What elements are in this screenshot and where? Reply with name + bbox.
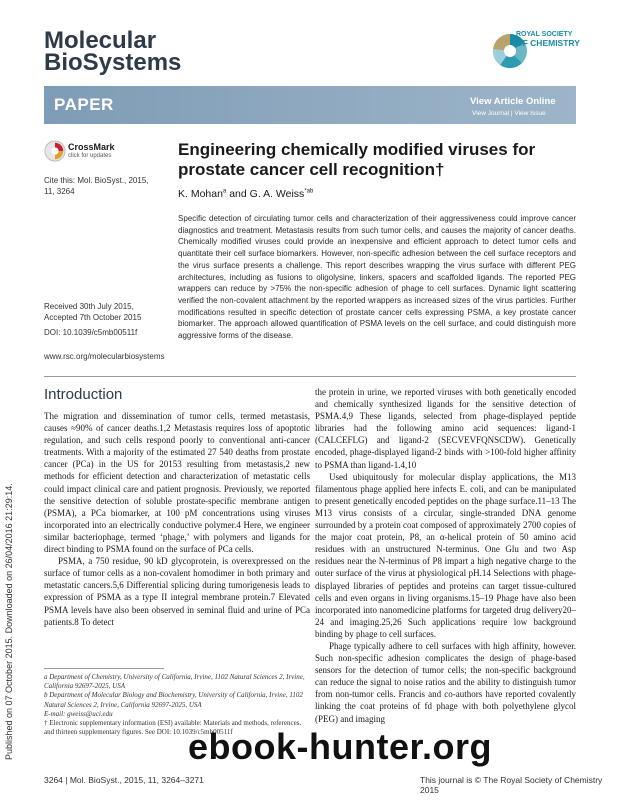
view-journal-issue-links[interactable]: View Journal | View Issue bbox=[472, 110, 546, 117]
author-mohan: K. Mohan bbox=[178, 188, 223, 200]
page-footer-left: 3264 | Mol. BioSyst., 2015, 11, 3264–3271 bbox=[44, 775, 204, 785]
crossmark-title[interactable]: CrossMark bbox=[68, 142, 115, 152]
article-type-label: PAPER bbox=[54, 95, 114, 114]
journal-title-line2: BioSystems bbox=[44, 49, 182, 76]
crossmark-icon[interactable] bbox=[44, 140, 66, 162]
footnote-affiliation-b: b Department of Molecular Biology and Biochemistry, University of California, Irvine, 1102 Natural Sciences 2, Irvine, California 92697-2025, USA bbox=[44, 691, 303, 709]
watermark-overlay: ebook-hunter.org bbox=[188, 726, 492, 767]
accepted-line: Accepted 7th October 2015 bbox=[44, 312, 142, 322]
doi[interactable]: DOI: 10.1039/c5mb00511f bbox=[44, 328, 138, 337]
journal-title-line1: Molecular bbox=[44, 27, 157, 54]
publisher-name-line2: OF CHEMISTRY bbox=[516, 38, 580, 48]
author-weiss-affiliation: *ab bbox=[304, 188, 314, 195]
page-footer-right: This journal is © The Royal Society of Chemistry 2015 bbox=[420, 775, 603, 795]
publisher-name bbox=[516, 30, 580, 48]
crossmark-subtitle: click for updates bbox=[68, 153, 112, 159]
citation-line2: 11, 3264 bbox=[44, 186, 75, 196]
intro-paragraph-3: the protein in urine, we reported viruses with both genetically encoded and chemically synthesized ligands for the sensitive detection of PSMA.4,9 These ligands, selected from phage-displayed peptide libraries had the following amino acid sequences: ligand-1 (CALCEFLG) and ligand-2 (SECVEVFQNSCDW). Genetically encoded, phage-displayed ligand-2 binds with >100-fold higher affinity to PSMA than ligand-1.4,10 bbox=[315, 387, 576, 470]
author-list bbox=[178, 188, 313, 200]
view-article-online-link[interactable]: View Article Online bbox=[470, 96, 556, 107]
citation-line1: Cite this: Mol. BioSyst., 2015, bbox=[44, 176, 149, 185]
footnote-email: E-mail: gweiss@uci.edu bbox=[44, 709, 113, 718]
footnote-affiliation-a: a Department of Chemistry, University of California, Irvine, 1102 Natural Sciences 2, Irvine, California 92697-2025, USA bbox=[44, 673, 305, 691]
publisher-name-line1: ROYAL SOCIETY bbox=[516, 31, 573, 38]
received-dates bbox=[44, 302, 164, 323]
author-weiss: G. A. Weiss bbox=[249, 188, 305, 200]
abstract: Specific detection of circulating tumor cells and characterization of their aggressiveness could improve cancer diagnostics and treatment. Metastasis results from such tumor cells, and causes the majority of cancer deaths. Chemically modified viruses could provide an inexpensive and efficient approach to detect tumor cells and quantitate their cell surface biomarkers. However, non-specific adhesion between the cell surface receptors and the virus surface presents a challenge. This report describes wrapping the virus surface with different PEG architectures, including as fusions to oligolysine, linkers, spacers and scaffolded ligands. The reported PEG wrappers can reduce by >75% the non-specific adhesion of phage to cell surfaces. Dynamic light scattering verified the non-covalent attachment by the reported wrappers as increased sizes of the virus particles. Further modifications resulted in specific detection of prostate cancer cells expressing PSMA, a key prostate cancer biomarker. The approach allowed quantification of PSMA levels on the cell surface, and could distinguish more aggressive forms of the disease. bbox=[178, 214, 576, 341]
intro-paragraph-1: The migration and dissemination of tumor cells, termed metastasis, causes ≈90% of cancer deaths.1,2 Metastasis requires loss of apoptotic regulation, and such cells respond poorly to conventional anti-cancer treatments. With a majority of the estimated 27 540 deaths from prostate cancer (PCa) in the US for 20153 resulting from metastasis,2 new methods for efficient detection and characterization of metastatic cells could impact clinical care and patient prognosis. Previously, we reported the sensitive detection of soluble prostate-specific membrane antigen (PSMA), a PCa biomarker, at 100 pM concentrations using viruses incorporated into an electrically conductive polymer.4 Here, we engineer similar bacteriophage, termed ‘phage,’ with polymers and ligands for direct binding to PSMA found on the surface of PCa cells. bbox=[44, 411, 310, 555]
journal-title bbox=[44, 27, 182, 76]
article-title: Engineering chemically modified viruses for prostate cancer cell recognition† bbox=[178, 140, 536, 179]
author-mohan-affiliation: a bbox=[222, 188, 227, 195]
body-column-left bbox=[44, 410, 310, 628]
intro-paragraph-4: Used ubiquitously for molecular display applications, the M13 filamentous phage applied here infects E. coli, and can be manipulated to present genetically encoded peptides on the phage surface.11–13 The M13 virus consists of a circular, single-stranded DNA genome surrounded by a protein coat composed of approximately 2700 copies of the major coat protein, P8, an α-helical protein of 50 amino acid residues with an unstructured N-terminus. One Glu and two Asp residues near the N-terminus of P8 impart a high negative charge to the outer surface of the virus at physiological pH.14 Selections with phage-displayed libraries of peptides and proteins can target tissue-cultured cells and even organs in living organisms.15–19 Phage have also been incorporated into nanomedicine platforms for targeted drug delivery20–24 and imaging.25,26 Such applications require low background binding by phage to cell surfaces. bbox=[315, 471, 576, 639]
intro-paragraph-2: PSMA, a 750 residue, 90 kD glycoprotein, is overexpressed on the surface of tumor cells as a non-covalent homodimer in both primary and metastatic cancers.5,6 Differential splicing during tumorigenesis leads to expression of PSMA as a type II integral membrane protein.7 Elevated PSMA levels have also been observed in seminal fluid and urine of PCa patients.8 To detect bbox=[44, 556, 310, 627]
header-divider bbox=[44, 376, 576, 377]
author-separator: and bbox=[226, 188, 250, 200]
footnote-esi: † Electronic supplementary information (ESI) available: Materials and methods, references, and thirteen supplementary figures. See DOI: 10.1039/c5mb00511f bbox=[44, 719, 302, 737]
footnote-divider bbox=[44, 668, 164, 669]
journal-website-link[interactable]: www.rsc.org/molecularbiosystems bbox=[44, 352, 165, 361]
body-column-right bbox=[315, 386, 576, 725]
intro-paragraph-5: Phage typically adhere to cell surfaces with high affinity, however. Such non-specific adhesion complicates the design of phage-based sensors for the detection of tumor cells; the non-specific background can reduce the signal to noise ratios and the ability to distinguish tumor from non-tumor cells. Francis and co-authors have reported covalently linking the coat proteins of fd phage with both polyethylene glycol (PEG) and imaging bbox=[315, 640, 576, 724]
received-line: Received 30th July 2015, bbox=[44, 302, 134, 311]
citation-info bbox=[44, 176, 164, 197]
publication-date-sidenote: Published on 07 October 2015. Downloaded on 26/04/2016 21:29:14. bbox=[4, 483, 14, 760]
section-heading-introduction: Introduction bbox=[44, 386, 123, 403]
